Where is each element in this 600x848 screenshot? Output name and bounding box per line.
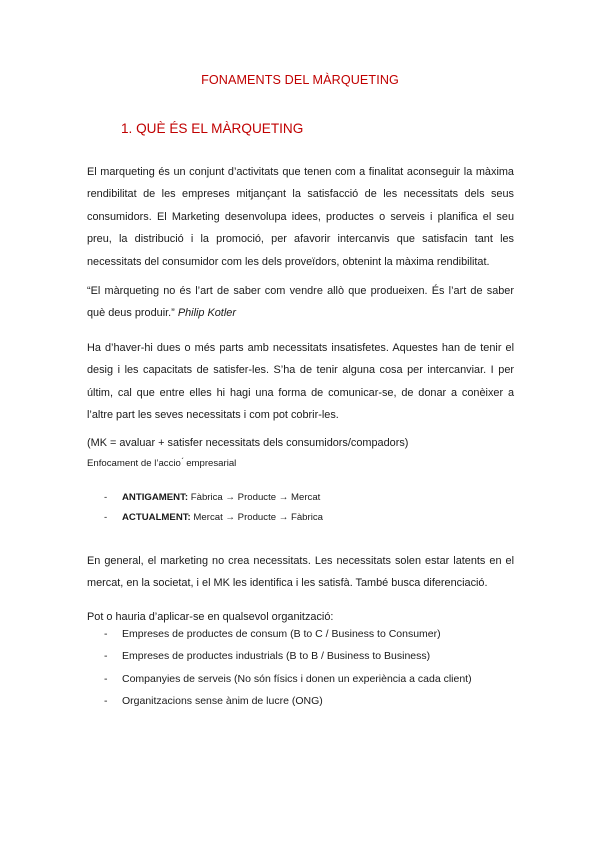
- quote-text: “El màrqueting no és l’art de saber com vendre allò que produeixen. És l’art de saber què deus produir.”: [87, 284, 514, 320]
- item-label: ANTIGAMENT:: [122, 492, 189, 503]
- organizations-list: [87, 623, 472, 712]
- requirements-paragraph: Ha d’haver-hi dues o més parts amb necessitats insatisfetes. Aquestes han de tenir el desig i les capacitats de satisfer-les. S’ha de tenir alguna cosa per intercanviar. I per últim, cal que entre elles hi hagi una forma de comunicar-se, de donar a conèixer a l’altre part les seves necessitats i com pot cobrir-les.: [87, 341, 514, 422]
- item-text: Empreses de productes de consum (B to C / Business to Consumer): [122, 628, 441, 640]
- item-text: Organitzacions sense ànim de lucre (ONG): [122, 694, 323, 707]
- list-item: [87, 508, 323, 528]
- list-item: [87, 645, 472, 667]
- bullet-dash: -: [104, 672, 108, 685]
- list-item: [87, 623, 472, 645]
- list-item: [87, 690, 472, 712]
- bullet-dash: -: [104, 492, 108, 503]
- bullet-dash: -: [104, 650, 108, 663]
- document-title: FONAMENTS DEL MÀRQUETING: [201, 73, 399, 87]
- bullet-dash: -: [104, 694, 108, 707]
- bullet-dash: -: [104, 628, 108, 640]
- needs-paragraph: En general, el marketing no crea necessitats. Les necessitats solen estar latents en el mercat, en la societat, i el MK les identifica i les satisfà. També busca diferenciació.: [87, 554, 514, 590]
- item-label: ACTUALMENT:: [122, 512, 191, 523]
- item-text: Fàbrica → Producte → Mercat: [190, 492, 321, 503]
- section-heading: 1. QUÈ ÉS EL MÀRQUETING: [121, 121, 304, 136]
- enfocament-list: [87, 488, 323, 528]
- enfocament-heading: Enfocament de l’accio ́ empresarial: [87, 458, 237, 469]
- list-item: [87, 488, 323, 508]
- bullet-dash: -: [104, 512, 108, 523]
- formula-paragraph: (MK = avaluar + satisfer necessitats dels consumidors/compadors): [87, 436, 409, 449]
- item-text: Mercat → Producte → Fàbrica: [193, 512, 323, 523]
- item-text: Companyies de serveis (No són físics i donen un experiència a cada client): [122, 672, 472, 685]
- list-item: [87, 668, 472, 690]
- organizations-intro: Pot o hauria d’aplicar-se en qualsevol organització:: [87, 610, 334, 623]
- item-text: Empreses de productes industrials (B to B / Business to Business): [122, 650, 431, 663]
- quote-author: Philip Kotler: [177, 307, 236, 320]
- quote-paragraph: [87, 280, 514, 325]
- intro-paragraph: El marqueting és un conjunt d’activitats que tenen com a finalitat aconseguir la màxima rendibilitat de les empreses mitjançant la satisfacció de les necessitats dels seus consumidors. El Marketing desenvolupa idees, productes o serveis i planifica el seu preu, la distribució i la promoció, per afavorir intercanvis que satisfacin tant les necessitats del consumidor com les dels proveïdors, obtenint la màxima rendibilitat.: [87, 165, 514, 268]
